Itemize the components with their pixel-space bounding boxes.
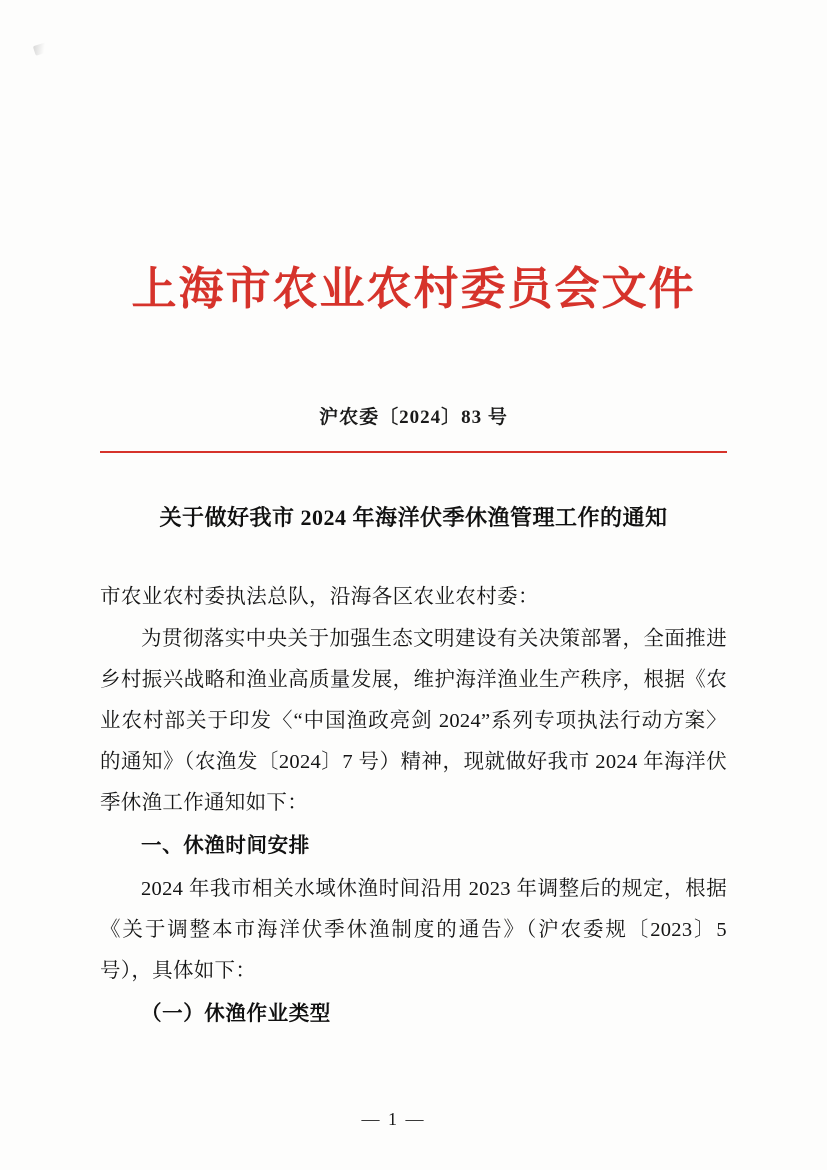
scan-artifact bbox=[33, 42, 49, 56]
page-number: — 1 — bbox=[361, 1109, 426, 1129]
document-subject: 关于做好我市 2024 年海洋伏季休渔管理工作的通知 bbox=[159, 505, 668, 530]
document-number: 沪农委〔2024〕83 号 bbox=[319, 407, 508, 428]
document-addressee: 市农业农村委执法总队，沿海各区农业农村委： bbox=[100, 586, 539, 608]
section-paragraph-1: 2024 年我市相关水域休渔时间沿用 2023 年调整后的规定，根据《关于调整本市海洋伏季休渔制度的通告》（沪农委规〔2023〕5 号），具体如下： bbox=[100, 877, 727, 982]
subsection-heading-1-1: （一）休渔作业类型 bbox=[141, 1002, 331, 1025]
document-body bbox=[100, 0, 727, 1035]
body-paragraph: 为贯彻落实中央关于加强生态文明建设有关决策部署，全面推进乡村振兴战略和渔业高质量发展，维护海洋渔业生产秩序，根据《农业农村部关于印发〈“中国渔政亮剑 2024”系列专项执法行动方案〉的通知》（农渔发〔2024〕7 号）精神，现就做好我市 2024 年海洋伏季休渔工作通知如下： bbox=[100, 627, 727, 814]
page-title: 上海市农业农村委员会文件 bbox=[131, 264, 696, 314]
red-divider bbox=[100, 451, 727, 453]
section-heading-1: 一、休渔时间安排 bbox=[141, 834, 310, 857]
page-footer bbox=[0, 1109, 827, 1130]
